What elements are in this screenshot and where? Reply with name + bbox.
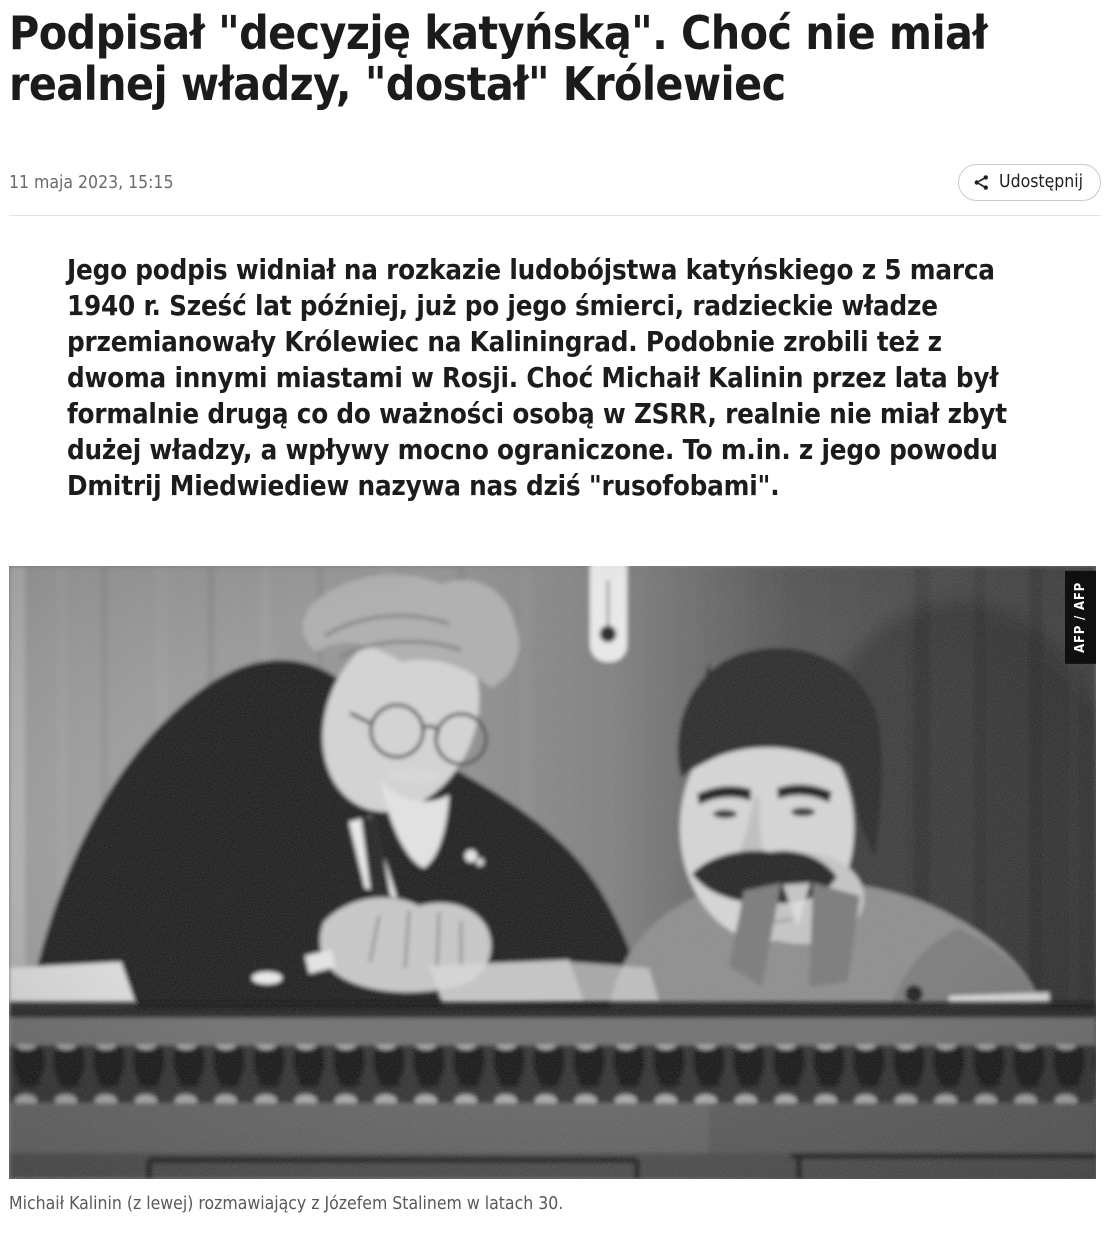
photo-kalinin-stalin[interactable] <box>9 566 1096 1179</box>
share-button-label: Udostępnij <box>999 172 1083 193</box>
film-grain <box>9 566 1096 1179</box>
article-lead: Jego podpis widniał na rozkazie ludobójstwa katyńskiego z 5 marca 1940 r. Sześć lat później, już po jego śmierci, radzieckie władze przemianowały Królewiec na Kaliningrad. Podobnie zrobili też z dwoma innymi miastami w Rosji. Choć Michaił Kalinin przez lata był formalnie drugą co do ważności osobą w ZSRR, realnie nie miał zbyt dużej władzy, a wpływy mocno ograniczone. To m.in. z jego powodu Dmitrij Miedwiediew nazywa nas dziś "rusofobami". <box>67 254 1007 503</box>
share-button[interactable] <box>958 164 1101 201</box>
divider <box>9 215 1101 216</box>
meta-row <box>9 164 1101 201</box>
share-icon <box>973 174 990 191</box>
image-credit-badge: AFP / AFP <box>1065 571 1096 664</box>
article-image <box>9 566 1096 1214</box>
publish-date: 11 maja 2023, 15:15 <box>9 172 174 193</box>
image-caption: Michaił Kalinin (z lewej) rozmawiający z Józefem Stalinem w latach 30. <box>9 1194 564 1215</box>
article-title: Podpisał "decyzję katyńską". Choć nie miał realnej władzy, "dostał" Królewiec <box>9 6 988 112</box>
